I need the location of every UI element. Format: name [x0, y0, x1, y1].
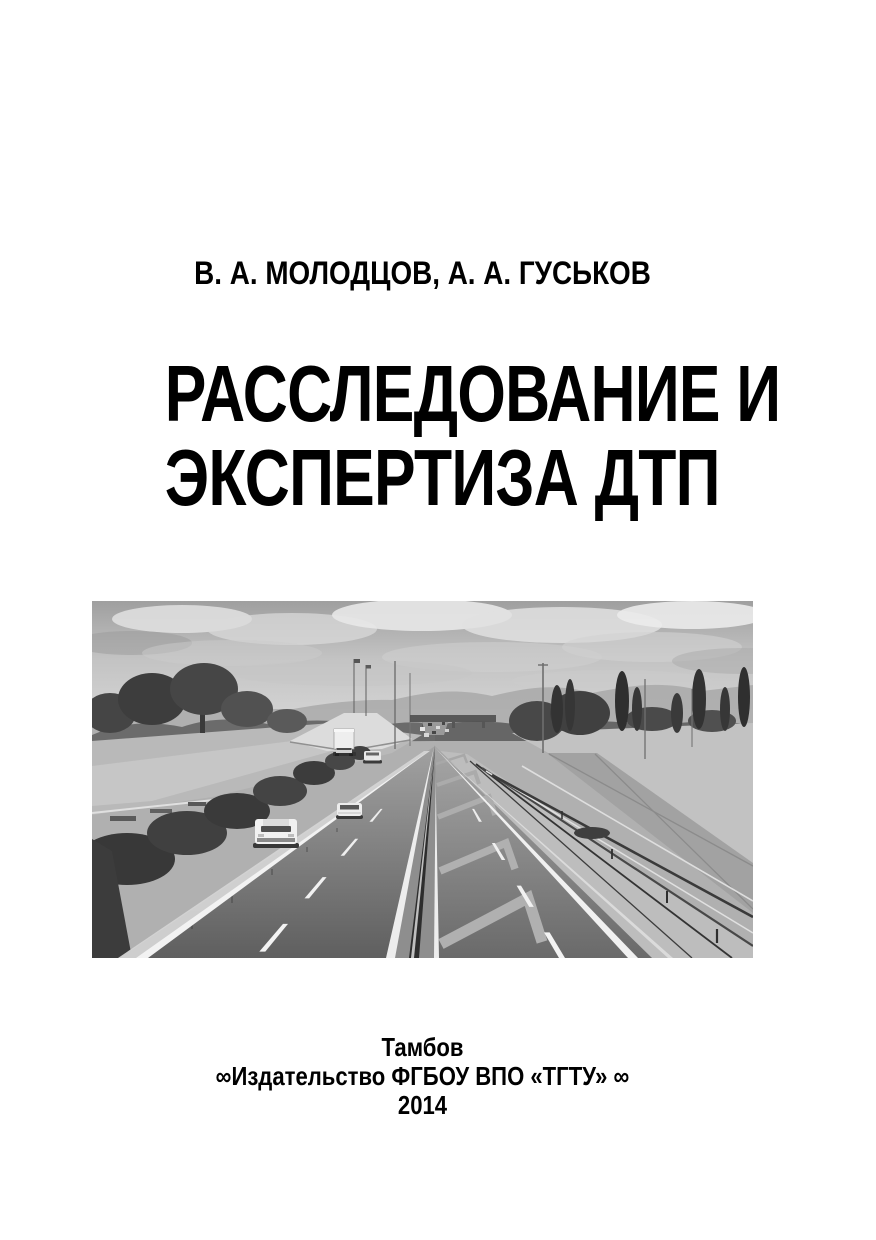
title-line-2: ЭКСПЕРТИЗА ДТП	[164, 433, 720, 522]
imprint-year: 2014	[397, 1090, 448, 1120]
imprint-city: Тамбов	[381, 1032, 464, 1062]
highway-photo	[92, 601, 753, 958]
imprint-publisher: ∞Издательство ФГБОУ ВПО «ТГТУ» ∞	[215, 1061, 630, 1091]
highway-photo-graphic	[92, 601, 753, 958]
imprint-block	[142, 1033, 704, 1120]
title-line-1: РАССЛЕДОВАНИЕ И	[164, 349, 781, 438]
authors-line: В. А. МОЛОДЦОВ, А. А. ГУСЬКОВ	[194, 255, 651, 291]
book-title	[164, 349, 781, 522]
